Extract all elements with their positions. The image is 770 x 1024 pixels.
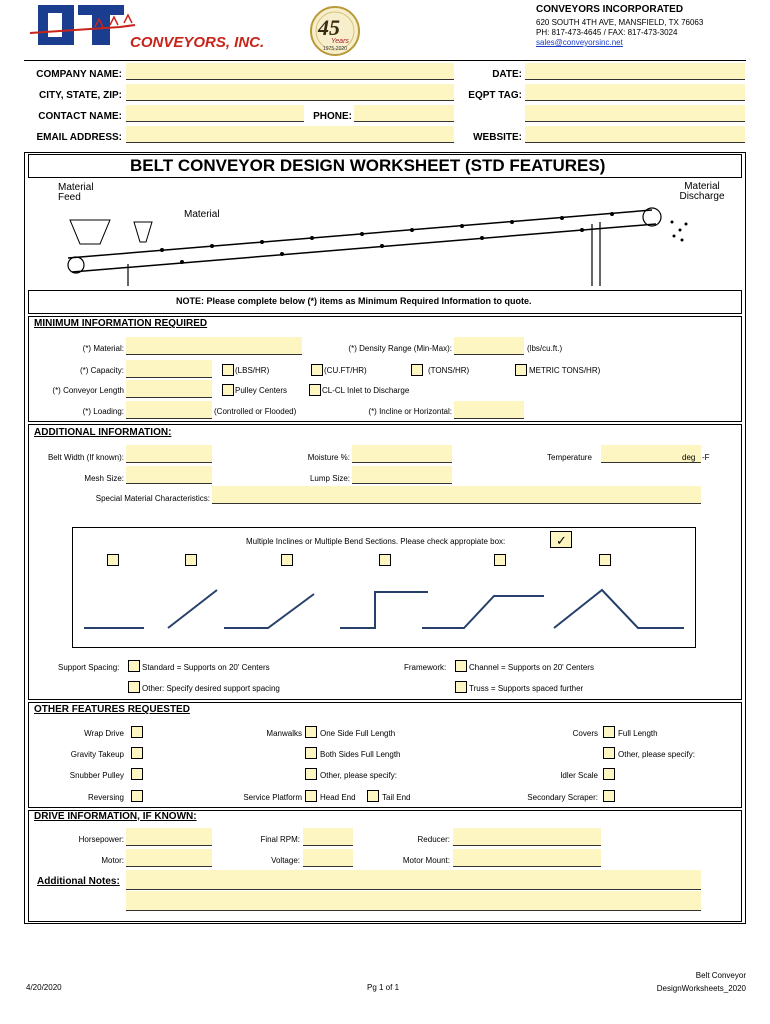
both-sides-checkbox[interactable] — [305, 747, 317, 759]
company-info — [536, 5, 766, 47]
cu-ft-hr-label: (CU.FT/HR) — [324, 366, 367, 375]
note-text: NOTE: Please complete below (*) items as Minimum Required Information to quote. — [176, 296, 532, 306]
voltage-field[interactable] — [303, 849, 353, 867]
min-info-heading: MINIMUM INFORMATION REQUIRED — [34, 318, 208, 329]
controlled-flooded-label: (Controlled or Flooded) — [214, 407, 297, 416]
profile-3-checkbox[interactable] — [281, 554, 293, 566]
final-rpm-field[interactable] — [303, 828, 353, 846]
secondary-scraper-checkbox[interactable] — [603, 790, 615, 802]
density-label: (*) Density Range (Min-Max): — [348, 344, 452, 353]
both-sides-label: Both Sides Full Length — [320, 750, 401, 759]
contact-name-field[interactable] — [126, 105, 304, 122]
company-address: 620 SOUTH 4TH AVE, MANSFIELD, TX 76063 — [536, 18, 704, 27]
motor-mount-label: Motor Mount: — [402, 856, 450, 865]
checkmark-icon: ✓ — [556, 533, 567, 548]
covers-other-label: Other, please specify: — [618, 750, 695, 759]
other-features-heading: OTHER FEATURES REQUESTED — [34, 704, 190, 715]
page-title: BELT CONVEYOR DESIGN WORKSHEET (STD FEATURES) — [130, 156, 606, 175]
footer-doc-line2: DesignWorksheets_2020 — [656, 984, 746, 993]
multi-incline-label: Multiple Inclines or Multiple Bend Sections. Please check appropiate box: — [246, 537, 506, 546]
deg-label: deg — [682, 453, 696, 462]
footer-page: Pg 1 of 1 — [367, 983, 400, 992]
head-end-label: Head End — [320, 793, 356, 802]
reversing-label: Reversing — [87, 793, 124, 802]
city-field[interactable] — [126, 84, 454, 101]
email-label: EMAIL ADDRESS: — [36, 132, 122, 143]
website-label: WEBSITE: — [473, 132, 522, 143]
channel-checkbox[interactable] — [455, 660, 467, 672]
horsepower-field[interactable] — [126, 828, 212, 846]
incline-field[interactable] — [454, 401, 524, 419]
lbs-hr-label: (LBS/HR) — [235, 366, 270, 375]
standard-spacing-checkbox[interactable] — [128, 660, 140, 672]
other-spacing-checkbox[interactable] — [128, 681, 140, 693]
snubber-pulley-label: Snubber Pulley — [69, 771, 124, 780]
motor-label: Motor: — [101, 856, 124, 865]
profile-2-checkbox[interactable] — [185, 554, 197, 566]
special-field[interactable] — [212, 486, 701, 504]
cl-cl-label: CL-CL Inlet to Discharge — [322, 386, 410, 395]
framework-label: Framework: — [404, 663, 447, 672]
city-label: CITY, STATE, ZIP: — [39, 90, 122, 101]
secondary-scraper-label: Secondary Scraper: — [527, 793, 598, 802]
material-label: (*) Material: — [82, 344, 124, 353]
conveyor-length-label: (*) Conveyor Length — [52, 386, 124, 395]
covers-other-checkbox[interactable] — [603, 747, 615, 759]
additional-notes-label: Additional Notes: — [37, 876, 120, 887]
cl-cl-checkbox[interactable] — [309, 384, 321, 396]
material-label: Material — [184, 209, 220, 220]
motor-field[interactable] — [126, 849, 212, 867]
capacity-field[interactable] — [126, 360, 212, 378]
capacity-label: (*) Capacity: — [79, 366, 124, 375]
lbs-hr-checkbox[interactable] — [222, 364, 234, 376]
other-manwalk-checkbox[interactable] — [305, 768, 317, 780]
covers-checkbox[interactable] — [603, 726, 615, 738]
snubber-pulley-checkbox[interactable] — [131, 768, 143, 780]
density-field[interactable] — [454, 337, 524, 355]
gravity-takeup-label: Gravity Takeup — [70, 750, 124, 759]
motor-mount-field[interactable] — [453, 849, 601, 867]
covers-full-length-label: Full Length — [618, 729, 658, 738]
idler-scale-label: Idler Scale — [560, 771, 598, 780]
reversing-checkbox[interactable] — [131, 790, 143, 802]
eqpt-tag-field[interactable] — [525, 84, 745, 101]
multi-incline-checkbox[interactable] — [550, 531, 572, 548]
metric-tons-checkbox[interactable] — [515, 364, 527, 376]
moisture-field[interactable] — [352, 445, 452, 463]
voltage-label: Voltage: — [271, 856, 300, 865]
material-feed-label: Material Feed — [58, 182, 94, 203]
one-side-checkbox[interactable] — [305, 726, 317, 738]
email-field[interactable] — [126, 126, 454, 143]
service-platform-label: Service Platform — [243, 793, 302, 802]
horsepower-label: Horsepower: — [78, 835, 124, 844]
reducer-label: Reducer: — [417, 835, 450, 844]
special-label: Special Material Characteristics: — [95, 494, 210, 503]
loading-field[interactable] — [126, 401, 212, 419]
material-field[interactable] — [126, 337, 302, 355]
one-side-label: One Side Full Length — [320, 729, 396, 738]
company-email-link[interactable]: sales@conveyorsinc.net — [536, 38, 623, 47]
additional-heading: ADDITIONAL INFORMATION: — [34, 427, 172, 438]
mesh-size-label: Mesh Size: — [84, 474, 124, 483]
material-discharge-label: Material Discharge — [679, 181, 725, 202]
gravity-takeup-checkbox[interactable] — [131, 747, 143, 759]
manwalks-label: Manwalks — [266, 729, 302, 738]
wrap-drive-checkbox[interactable] — [131, 726, 143, 738]
conveyor-diagram — [52, 180, 742, 288]
other-spacing-label: Other: Specify desired support spacing — [142, 684, 280, 693]
contact-name-label: CONTACT NAME: — [38, 111, 122, 122]
website-field[interactable] — [525, 126, 745, 143]
incline-profiles — [72, 580, 696, 640]
profile-5-checkbox[interactable] — [494, 554, 506, 566]
pulley-centers-checkbox[interactable] — [222, 384, 234, 396]
date-field[interactable] — [525, 63, 745, 80]
cu-ft-hr-checkbox[interactable] — [311, 364, 323, 376]
tail-end-label: Tail End — [382, 793, 411, 802]
temperature-label: Temperature — [547, 453, 592, 462]
truss-checkbox[interactable] — [455, 681, 467, 693]
other-manwalk-label: Other, please specify: — [320, 771, 397, 780]
tail-end-checkbox[interactable] — [367, 790, 379, 802]
tons-hr-label: (TONS/HR) — [428, 366, 470, 375]
eqpt-tag-field-2[interactable] — [525, 105, 745, 122]
idler-scale-checkbox[interactable] — [603, 768, 615, 780]
company-name: CONVEYORS INCORPORATED — [536, 4, 684, 15]
tons-hr-checkbox[interactable] — [411, 364, 423, 376]
conveyor-length-field[interactable] — [126, 380, 212, 398]
company-phone: PH: 817-473-4645 / FAX: 817-473-3024 — [536, 28, 678, 37]
logo-text: CONVEYORS, INC. — [130, 34, 265, 51]
belt-width-field[interactable] — [126, 445, 212, 463]
mesh-size-field[interactable] — [126, 466, 212, 484]
footer-doc-line1: Belt Conveyor — [695, 971, 746, 980]
phone-field[interactable] — [354, 105, 454, 122]
channel-label: Channel = Supports on 20' Centers — [469, 663, 594, 672]
additional-notes-field-1[interactable] — [126, 870, 701, 890]
anniversary-word: Years — [331, 38, 349, 45]
truss-label: Truss = Supports spaced further — [469, 684, 584, 693]
drive-heading: DRIVE INFORMATION, IF KNOWN: — [34, 811, 197, 822]
additional-notes-field-2[interactable] — [126, 891, 701, 911]
incline-label: (*) Incline or Horizontal: — [368, 407, 452, 416]
f-label: -F — [702, 453, 710, 462]
company-name-field[interactable] — [126, 63, 454, 80]
head-end-checkbox[interactable] — [305, 790, 317, 802]
reducer-field[interactable] — [453, 828, 601, 846]
metric-tons-label: METRIC TONS/HR) — [529, 366, 601, 375]
covers-label: Covers — [572, 729, 598, 738]
profile-4-checkbox[interactable] — [379, 554, 391, 566]
density-unit: (lbs/cu.ft.) — [527, 344, 563, 353]
loading-label: (*) Loading: — [82, 407, 124, 416]
anniversary-seal — [305, 5, 365, 57]
company-name-label: COMPANY NAME: — [36, 69, 122, 80]
anniversary-number: 45 — [318, 15, 340, 40]
phone-label: PHONE: — [313, 111, 352, 122]
footer-date: 4/20/2020 — [26, 983, 62, 992]
anniversary-dates: 1975-2020 — [323, 46, 347, 52]
lump-size-field[interactable] — [352, 466, 452, 484]
standard-spacing-label: Standard = Supports on 20' Centers — [142, 663, 270, 672]
profile-1-checkbox[interactable] — [107, 554, 119, 566]
company-logo — [30, 3, 280, 55]
final-rpm-label: Final RPM: — [260, 835, 300, 844]
wrap-drive-label: Wrap Drive — [84, 729, 124, 738]
date-label: DATE: — [492, 69, 522, 80]
eqpt-tag-label: EQPT TAG: — [468, 90, 522, 101]
moisture-label: Moisture %: — [307, 453, 350, 462]
belt-width-label: Belt Width (If known): — [47, 453, 124, 462]
support-spacing-label: Support Spacing: — [58, 663, 120, 672]
lump-size-label: Lump Size: — [309, 474, 350, 483]
pulley-centers-label: Pulley Centers — [235, 386, 288, 395]
profile-6-checkbox[interactable] — [599, 554, 611, 566]
